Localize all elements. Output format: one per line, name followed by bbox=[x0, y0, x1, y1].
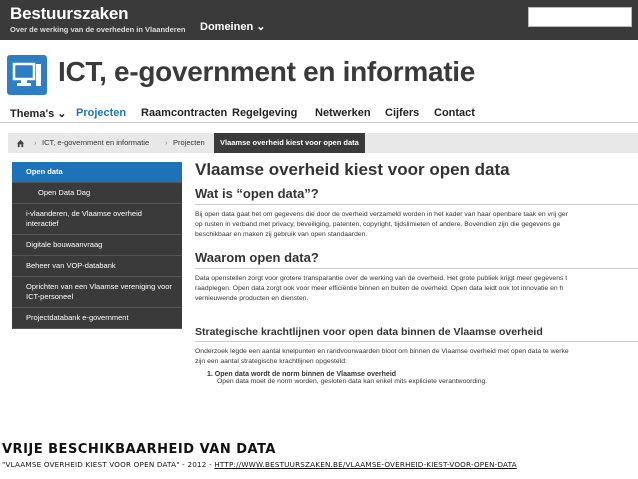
domeinen-menu[interactable]: Domeinen ⌄ bbox=[200, 21, 266, 33]
section-heading-strategische-krachtlijnen: Strategische krachtlijnen voor open data binnen de Vlaamse overheid bbox=[195, 326, 638, 342]
computer-icon bbox=[7, 55, 47, 95]
breadcrumb-item-ict[interactable]: ICT, e-government en informatie bbox=[42, 138, 150, 147]
main-content bbox=[195, 160, 638, 440]
nav-divider bbox=[0, 122, 638, 123]
caption-title: VRIJE BESCHIKBAARHEID VAN DATA bbox=[2, 442, 276, 457]
nav-item-raamcontracten[interactable]: Raamcontracten bbox=[141, 107, 228, 119]
section-paragraph bbox=[195, 274, 638, 304]
search-input[interactable] bbox=[528, 7, 632, 27]
section-paragraph bbox=[195, 210, 638, 240]
list-item-description: Open data moet de norm worden, gesloten data kan enkel mits expliciete verantwoording. bbox=[217, 378, 488, 385]
breadcrumb-separator: › bbox=[165, 138, 168, 147]
paragraph-line: op rusten in verband met privacy, beveiliging, patenten, copyright, tijdslimieten of andere. Bovendien zijn die gegevens ge bbox=[195, 221, 561, 228]
nav-item-projecten[interactable]: Projecten bbox=[76, 107, 127, 119]
sidebar-item-i-vlaanderen[interactable]: i-vlaanderen, de Vlaamse overheid interactief bbox=[12, 204, 182, 235]
nav-item-themas[interactable]: Thema's ⌄ bbox=[10, 108, 67, 120]
brand-tagline: Over de werking van de overheden in Vlaanderen bbox=[10, 25, 186, 34]
list-item: 1. Open data wordt de norm binnen de Vlaamse overheid bbox=[207, 371, 397, 378]
slide-caption bbox=[0, 438, 638, 479]
section-heading-wat-is-open-data: Wat is “open data”? bbox=[195, 186, 638, 205]
breadcrumb-separator: › bbox=[34, 138, 37, 147]
paragraph-line: zijn een aantal strategische krachtlijnen opgesteld: bbox=[195, 358, 347, 365]
caption-source-text: "VLAAMSE OVERHEID KIEST VOOR OPEN DATA" - 2012 - bbox=[2, 460, 215, 469]
sidebar-item-vop-databank[interactable]: Beheer van VOP-databank bbox=[12, 256, 182, 277]
article-title: Vlaamse overheid kiest voor open data bbox=[195, 160, 510, 179]
home-icon[interactable] bbox=[16, 133, 25, 153]
nav-item-netwerken[interactable]: Netwerken bbox=[315, 107, 371, 119]
paragraph-line: vernieuwende producten en diensten. bbox=[195, 295, 309, 302]
paragraph-line: Onderzoek legde een aantal knelpunten en randvoorwaarden bloot om binnen de Vlaamse overheid met open data te werke bbox=[195, 348, 569, 355]
sidebar-item-open-data-dag[interactable]: Open Data Dag bbox=[12, 183, 182, 204]
nav-item-contact[interactable]: Contact bbox=[434, 107, 475, 119]
breadcrumb bbox=[8, 133, 638, 153]
nav-item-cijfers[interactable]: Cijfers bbox=[385, 107, 420, 119]
nav-item-regelgeving[interactable]: Regelgeving bbox=[232, 107, 298, 119]
section-paragraph bbox=[195, 347, 638, 367]
breadcrumb-item-projecten[interactable]: Projecten bbox=[173, 138, 205, 147]
sidebar-item-ict-vereniging[interactable]: Oprichten van een Vlaamse vereniging voor ICT-personeel bbox=[12, 277, 182, 308]
paragraph-line: Data openstellen zorgt voor grotere transparantie over de werking van de overheid. Het grote publiek krijgt meer gegevens t bbox=[195, 275, 568, 282]
page-section-title: ICT, e-government en informatie bbox=[58, 56, 475, 87]
section-heading-waarom-open-data: Waarom open data? bbox=[195, 250, 638, 269]
caption-source-link[interactable]: HTTP://WWW.BESTUURSZAKEN.BE/VLAAMSE-OVERHEID-KIEST-VOOR-OPEN-DATA bbox=[214, 460, 517, 469]
paragraph-line: Bij open data gaat het om gegevens die door de overheid verzameld worden in het kader van haar openbare taak en vrij ger bbox=[195, 211, 568, 218]
caption-source bbox=[2, 460, 517, 469]
top-bar bbox=[0, 0, 638, 40]
sidebar-item-projectdatabank[interactable]: Projectdatabank e-government bbox=[12, 308, 182, 329]
sidebar-item-digitale-bouwaanvraag[interactable]: Digitale bouwaanvraag bbox=[12, 235, 182, 256]
paragraph-line: raadplegen. Open data zorgt ook voor meer efficiëntie binnen en buiten de overheid. Open data leidt ook tot innovatie en h bbox=[195, 285, 564, 292]
sidebar-item-open-data[interactable]: Open data bbox=[12, 162, 182, 183]
brand-title[interactable]: Bestuurszaken bbox=[10, 4, 129, 23]
sidebar bbox=[12, 162, 182, 329]
breadcrumb-item-current: Vlaamse overheid kiest voor open data bbox=[214, 133, 365, 153]
paragraph-line: beschikbaar en maken zij gebruik van open standaarden. bbox=[195, 231, 368, 238]
